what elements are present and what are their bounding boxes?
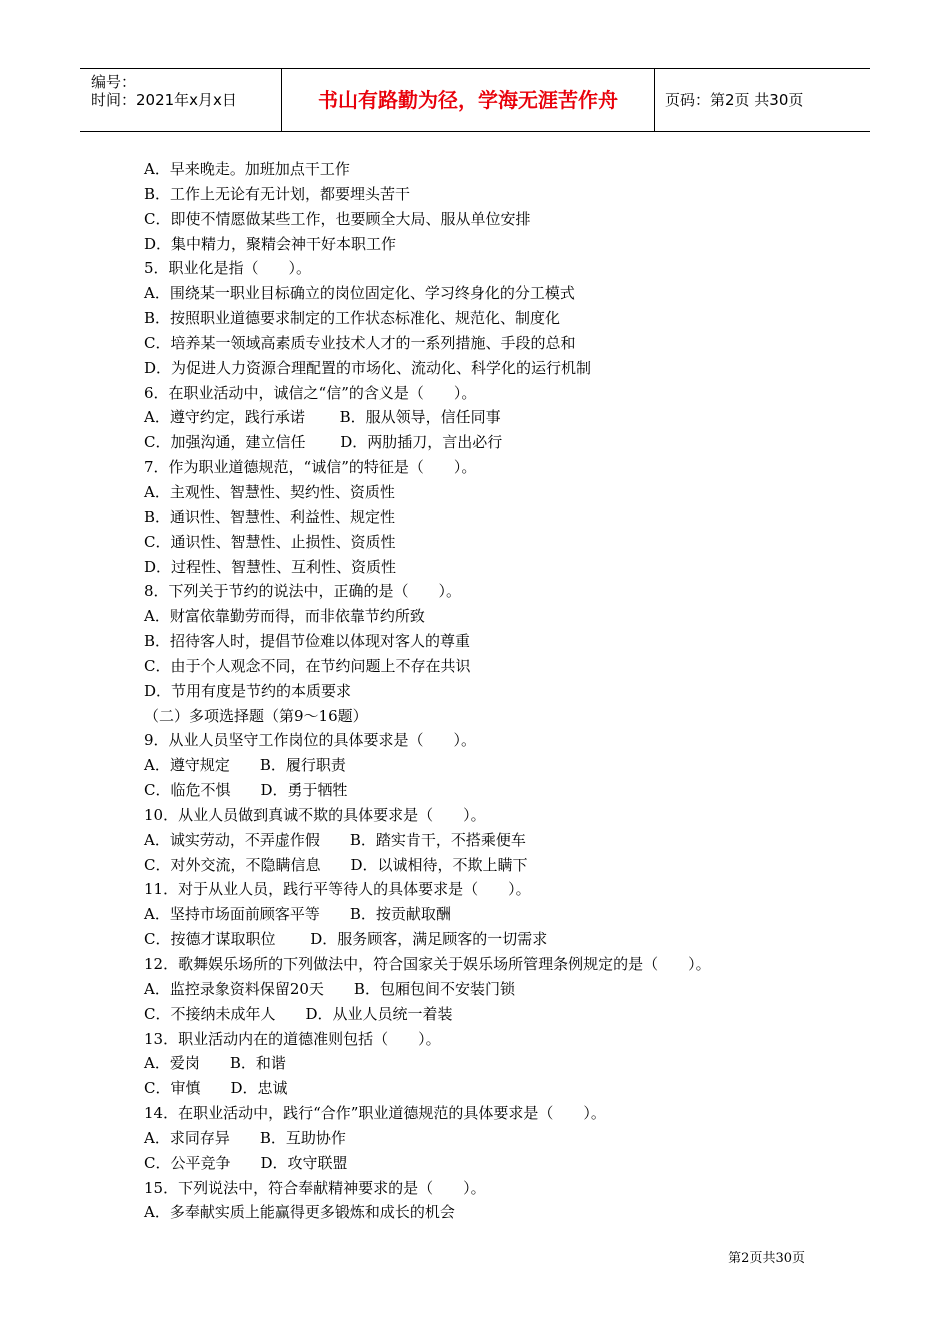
text-line: D．过程性、智慧性、互利性、资质性 [144, 557, 397, 576]
text-line: A．爱岗 B．和谐 [144, 1054, 286, 1073]
question-line: 5．职业化是指（ ）。 [144, 259, 312, 278]
header-info-cell [80, 69, 282, 131]
text-line: C．公平竞争 D．攻守联盟 [144, 1153, 348, 1172]
text-line: D．为促进人力资源合理配置的市场化、流动化、科学化的运行机制 [144, 358, 592, 377]
question-line: 11．对于从业人员，践行平等待人的具体要求是（ ）。 [144, 880, 531, 899]
text-line: C．审慎 D．忠诚 [144, 1079, 288, 1098]
text-line: A．财富依靠勤劳而得，而非依靠节约所致 [144, 607, 425, 626]
text-line: C．即使不情愿做某些工作，也要顾全大局、服从单位安排 [144, 209, 531, 228]
header-page-info: 页码：第2页 共30页 [665, 91, 804, 109]
text-line: A．遵守约定，践行承诺 B．服从领导，信任同事 [144, 408, 501, 427]
text-line: C．通识性、智慧性、止损性、资质性 [144, 532, 396, 551]
text-line: C．临危不惧 D．勇于牺牲 [144, 781, 348, 800]
text-line: B．通识性、智慧性、利益性、规定性 [144, 507, 396, 526]
question-line: 6．在职业活动中，诚信之“信”的含义是（ ）。 [144, 383, 477, 402]
text-line: A．围绕某一职业目标确立的岗位固定化、学习终身化的分工模式 [144, 284, 575, 303]
text-line: D．节用有度是节约的本质要求 [144, 681, 352, 700]
text-line: A．监控录象资料保留20天 B．包厢包间不安装门锁 [144, 979, 515, 998]
question-line: 9．从业人员坚守工作岗位的具体要求是（ ）。 [144, 731, 477, 750]
question-line: 8．下列关于节约的说法中，正确的是（ ）。 [144, 582, 462, 601]
question-line: 13．职业活动内在的道德准则包括（ ）。 [144, 1029, 441, 1048]
question-line: 12．歌舞娱乐场所的下列做法中，符合国家关于娱乐场所管理条例规定的是（ ）。 [144, 955, 711, 973]
text-line: C．加强沟通，建立信任 D．两肋插刀，言出必行 [144, 433, 503, 452]
text-line: A．多奉献实质上能赢得更多锻炼和成长的机会 [144, 1203, 455, 1222]
text-line: D．集中精力，聚精会神干好本职工作 [144, 234, 397, 253]
question-line: 7．作为职业道德规范，“诚信”的特征是（ ）。 [144, 458, 477, 477]
text-line: B．按照职业道德要求制定的工作状态标准化、规范化、制度化 [144, 309, 561, 328]
text-line: C．不接纳未成年人 D．从业人员统一着装 [144, 1004, 453, 1023]
text-line: C．培养某一领域高素质专业技术人才的一系列措施、手段的总和 [144, 333, 576, 352]
text-line: A．主观性、智慧性、契约性、资质性 [144, 482, 395, 501]
text-line: A．早来晚走。加班加点干工作 [144, 160, 350, 178]
document-date-label: 时间：2021年x月x日 [91, 91, 237, 109]
text-line: B．工作上无论有无计划，都要埋头苦干 [144, 184, 411, 203]
question-line: 14．在职业活动中，践行“合作”职业道德规范的具体要求是（ ）。 [144, 1104, 606, 1123]
text-line: A．遵守规定 B．履行职责 [144, 756, 346, 775]
question-line: 10．从业人员做到真诚不欺的具体要求是（ ）。 [144, 805, 486, 824]
text-line: A．求同存异 B．互助协作 [144, 1128, 346, 1147]
header-motto: 书山有路勤为径，学海无涯苦作舟 [282, 69, 655, 131]
text-line: A．诚实劳动，不弄虚作假 B．踏实肯干，不搭乘便车 [144, 830, 526, 849]
text-line: B．招待客人时，提倡节俭难以体现对客人的尊重 [144, 632, 471, 651]
document-number-label: 编号： [91, 73, 137, 91]
page-header [80, 68, 870, 132]
section-heading: （二）多项选择题（第9～16题） [144, 706, 368, 725]
question-line: 15．下列说法中，符合奉献精神要求的是（ ）。 [144, 1178, 486, 1197]
page-footer: 第2页共30页 [728, 1251, 805, 1266]
document-body [144, 157, 844, 1225]
text-line: C．由于个人观念不同，在节约问题上不存在共识 [144, 656, 471, 675]
text-line: A．坚持市场面前顾客平等 B．按贡献取酬 [144, 905, 451, 924]
text-line: C．按德才谋取职位 D．服务顾客，满足顾客的一切需求 [144, 930, 548, 949]
text-line: C．对外交流，不隐瞒信息 D．以诚相待，不欺上瞒下 [144, 855, 528, 874]
